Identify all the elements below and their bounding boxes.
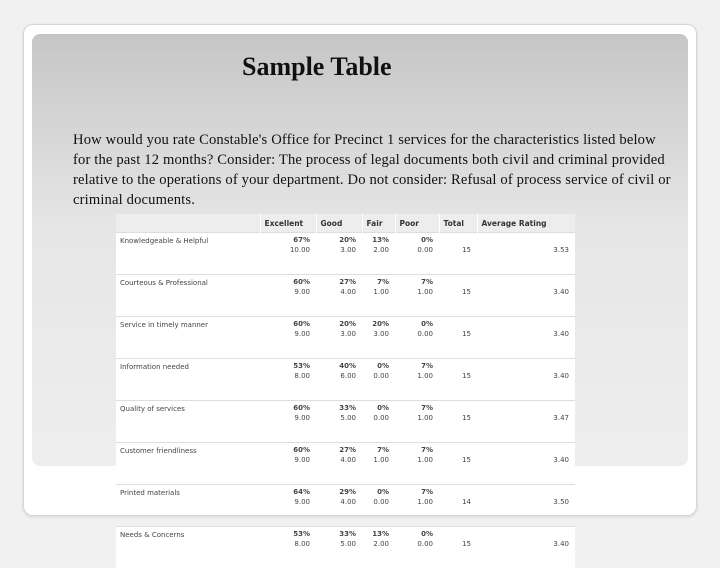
cell-fair-count: 3.00 <box>365 329 389 339</box>
cell-good <box>316 401 362 443</box>
cell-poor <box>395 359 439 401</box>
cell-good-percent: 29% <box>319 485 356 497</box>
cell-poor <box>395 233 439 275</box>
cell-excellent-percent: 60% <box>263 275 310 287</box>
cell-excellent <box>260 359 316 401</box>
table-row <box>116 443 575 485</box>
cell-good-count: 4.00 <box>319 287 356 297</box>
cell-good <box>316 359 362 401</box>
table-row <box>116 275 575 317</box>
cell-average-rating: 3.53 <box>477 233 575 275</box>
cell-fair <box>362 527 395 568</box>
cell-poor <box>395 443 439 485</box>
header-average-rating: Average Rating <box>477 214 575 233</box>
cell-poor-percent: 7% <box>398 359 433 371</box>
cell-good-percent: 27% <box>319 443 356 455</box>
cell-good <box>316 485 362 527</box>
cell-fair-percent: 20% <box>365 317 389 329</box>
cell-poor-count: 1.00 <box>398 287 433 297</box>
cell-good-count: 5.00 <box>319 413 356 423</box>
cell-total: 15 <box>439 275 477 317</box>
cell-good-count: 6.00 <box>319 371 356 381</box>
cell-poor-count: 0.00 <box>398 329 433 339</box>
cell-poor-percent: 7% <box>398 443 433 455</box>
cell-poor-count: 1.00 <box>398 413 433 423</box>
cell-total: 15 <box>439 401 477 443</box>
cell-good-count: 3.00 <box>319 245 356 255</box>
cell-good-count: 3.00 <box>319 329 356 339</box>
cell-fair-count: 0.00 <box>365 413 389 423</box>
cell-excellent <box>260 527 316 568</box>
table-row <box>116 359 575 401</box>
cell-good-percent: 20% <box>319 233 356 245</box>
cell-fair-percent: 13% <box>365 527 389 539</box>
header-excellent: Excellent <box>260 214 316 233</box>
cell-poor-count: 1.00 <box>398 371 433 381</box>
cell-fair <box>362 275 395 317</box>
cell-fair-percent: 0% <box>365 485 389 497</box>
cell-excellent-count: 10.00 <box>263 245 310 255</box>
cell-fair <box>362 359 395 401</box>
cell-good <box>316 443 362 485</box>
cell-good-count: 4.00 <box>319 455 356 465</box>
cell-excellent-percent: 53% <box>263 527 310 539</box>
cell-poor-count: 0.00 <box>398 245 433 255</box>
cell-excellent-percent: 60% <box>263 443 310 455</box>
cell-good-count: 4.00 <box>319 497 356 507</box>
table-row <box>116 401 575 443</box>
cell-average-rating: 3.40 <box>477 527 575 568</box>
rating-table <box>116 214 575 460</box>
cell-fair-percent: 7% <box>365 443 389 455</box>
cell-excellent-percent: 53% <box>263 359 310 371</box>
cell-poor <box>395 485 439 527</box>
cell-average-rating: 3.50 <box>477 485 575 527</box>
cell-excellent <box>260 317 316 359</box>
row-label: Information needed <box>116 359 260 401</box>
cell-poor-percent: 7% <box>398 485 433 497</box>
cell-fair-percent: 0% <box>365 359 389 371</box>
row-label: Knowledgeable & Helpful <box>116 233 260 275</box>
slide-title: Sample Table <box>242 52 392 82</box>
table-row <box>116 233 575 275</box>
cell-excellent-percent: 67% <box>263 233 310 245</box>
row-label: Courteous & Professional <box>116 275 260 317</box>
cell-good-percent: 33% <box>319 401 356 413</box>
cell-excellent-count: 9.00 <box>263 455 310 465</box>
header-total: Total <box>439 214 477 233</box>
table-header-row <box>116 214 575 233</box>
cell-fair <box>362 317 395 359</box>
cell-good-percent: 20% <box>319 317 356 329</box>
cell-excellent-count: 8.00 <box>263 539 310 549</box>
table-row <box>116 317 575 359</box>
cell-poor <box>395 317 439 359</box>
cell-poor <box>395 401 439 443</box>
cell-good <box>316 527 362 568</box>
cell-fair-percent: 0% <box>365 401 389 413</box>
cell-average-rating: 3.40 <box>477 275 575 317</box>
cell-poor-count: 1.00 <box>398 455 433 465</box>
rating-table-grid <box>116 214 575 568</box>
cell-good-percent: 40% <box>319 359 356 371</box>
cell-fair-count: 1.00 <box>365 287 389 297</box>
row-label: Service in timely manner <box>116 317 260 359</box>
cell-poor-count: 1.00 <box>398 497 433 507</box>
cell-good-count: 5.00 <box>319 539 356 549</box>
cell-average-rating: 3.47 <box>477 401 575 443</box>
cell-fair-percent: 7% <box>365 275 389 287</box>
cell-total: 15 <box>439 233 477 275</box>
cell-excellent-count: 8.00 <box>263 371 310 381</box>
cell-fair-count: 1.00 <box>365 455 389 465</box>
cell-good-percent: 27% <box>319 275 356 287</box>
cell-average-rating: 3.40 <box>477 443 575 485</box>
cell-excellent-percent: 60% <box>263 317 310 329</box>
cell-good <box>316 233 362 275</box>
cell-excellent-percent: 60% <box>263 401 310 413</box>
cell-poor-percent: 0% <box>398 527 433 539</box>
cell-total: 15 <box>439 443 477 485</box>
cell-excellent-percent: 64% <box>263 485 310 497</box>
cell-poor-percent: 0% <box>398 233 433 245</box>
cell-fair-count: 2.00 <box>365 245 389 255</box>
cell-fair <box>362 233 395 275</box>
cell-poor-percent: 7% <box>398 401 433 413</box>
cell-fair <box>362 485 395 527</box>
cell-excellent <box>260 275 316 317</box>
cell-total: 15 <box>439 527 477 568</box>
cell-total: 15 <box>439 317 477 359</box>
row-label: Quality of services <box>116 401 260 443</box>
table-row <box>116 527 575 568</box>
cell-total: 14 <box>439 485 477 527</box>
header-poor: Poor <box>395 214 439 233</box>
cell-average-rating: 3.40 <box>477 317 575 359</box>
row-label: Needs & Concerns <box>116 527 260 568</box>
cell-excellent-count: 9.00 <box>263 287 310 297</box>
cell-fair-count: 0.00 <box>365 371 389 381</box>
row-label: Customer friendliness <box>116 443 260 485</box>
cell-fair <box>362 443 395 485</box>
header-blank <box>116 214 260 233</box>
cell-good-percent: 33% <box>319 527 356 539</box>
cell-excellent <box>260 401 316 443</box>
cell-poor-percent: 7% <box>398 275 433 287</box>
header-fair: Fair <box>362 214 395 233</box>
cell-excellent-count: 9.00 <box>263 497 310 507</box>
cell-excellent <box>260 233 316 275</box>
cell-fair-count: 2.00 <box>365 539 389 549</box>
cell-excellent <box>260 443 316 485</box>
row-label: Printed materials <box>116 485 260 527</box>
cell-poor <box>395 275 439 317</box>
cell-fair <box>362 401 395 443</box>
cell-average-rating: 3.40 <box>477 359 575 401</box>
cell-excellent <box>260 485 316 527</box>
header-good: Good <box>316 214 362 233</box>
cell-fair-count: 0.00 <box>365 497 389 507</box>
cell-poor <box>395 527 439 568</box>
cell-excellent-count: 9.00 <box>263 329 310 339</box>
cell-poor-count: 0.00 <box>398 539 433 549</box>
cell-excellent-count: 9.00 <box>263 413 310 423</box>
table-row <box>116 485 575 527</box>
cell-fair-percent: 13% <box>365 233 389 245</box>
question-text: How would you rate Constable's Office for Precinct 1 services for the characteristics listed below for the past 12 months? Consider: The process of legal documents both civil and criminal provided relative to the operations of your department. Do not consider: Refusal of process service of civil or criminal documents. <box>73 130 673 210</box>
cell-total: 15 <box>439 359 477 401</box>
cell-poor-percent: 0% <box>398 317 433 329</box>
cell-good <box>316 275 362 317</box>
cell-good <box>316 317 362 359</box>
